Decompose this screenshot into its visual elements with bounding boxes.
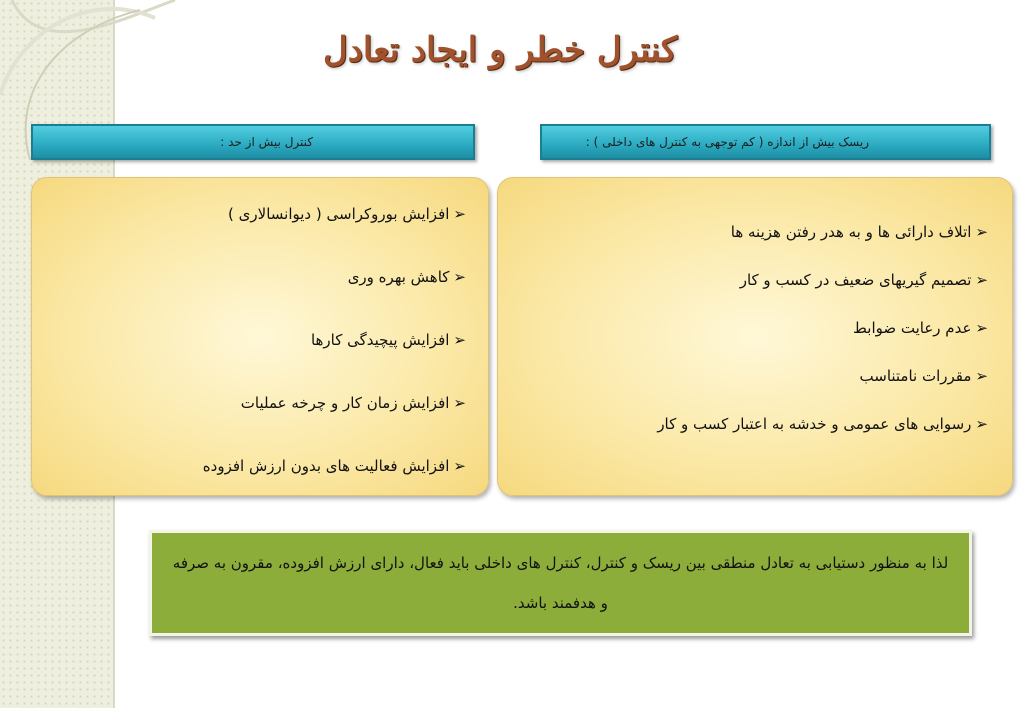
page-title: کنترل خطر و ایجاد تعادل <box>322 30 678 70</box>
excessive-risk-panel <box>497 177 1013 496</box>
checkmark-arrow-icon: ➢ <box>453 457 466 475</box>
checkmark-arrow-icon: ➢ <box>453 205 466 223</box>
checkmark-arrow-icon: ➢ <box>975 271 988 289</box>
list-item: ➢مقررات نامتناسب <box>859 367 988 385</box>
excessive-control-header-label: کنترل بیش از حد : <box>220 135 313 149</box>
decorative-curves <box>0 0 200 200</box>
list-item: ➢افزایش زمان کار و چرخه عملیات <box>240 394 466 412</box>
excessive-risk-header <box>540 124 991 160</box>
excessive-risk-header-label: ریسک بیش از اندازه ( کم توجهی به کنترل های داخلی ) : <box>585 135 869 149</box>
excessive-control-panel <box>31 177 489 496</box>
list-item: ➢اتلاف دارائی ها و به هدر رفتن هزینه ها <box>730 223 988 241</box>
list-item: ➢افزایش پیچیدگی کارها <box>310 331 466 349</box>
list-item: ➢افزایش بوروکراسی ( دیوانسالاری ) <box>228 205 466 223</box>
conclusion-box <box>149 530 972 636</box>
list-item: ➢رسوایی های عمومی و خدشه به اعتبار کسب و کار <box>657 415 988 433</box>
checkmark-arrow-icon: ➢ <box>975 223 988 241</box>
checkmark-arrow-icon: ➢ <box>975 367 988 385</box>
checkmark-arrow-icon: ➢ <box>975 415 988 433</box>
list-item: ➢افزایش فعالیت های بدون ارزش افزوده <box>202 457 466 475</box>
excessive-control-list <box>32 205 466 520</box>
checkmark-arrow-icon: ➢ <box>453 268 466 286</box>
excessive-risk-list <box>498 223 988 463</box>
list-item: ➢عدم رعایت ضوابط <box>853 319 988 337</box>
excessive-control-header <box>31 124 475 160</box>
list-item: ➢تصمیم گیریهای ضعیف در کسب و کار <box>739 271 988 289</box>
list-item: ➢کاهش بهره وری <box>347 268 466 286</box>
checkmark-arrow-icon: ➢ <box>453 331 466 349</box>
checkmark-arrow-icon: ➢ <box>453 394 466 412</box>
conclusion-text: لذا به منظور دستیابی به تعادل منطقی بین ریسک و کنترل، کنترل های داخلی باید فعال، دارای ارزش افزوده، مقرون به صرفه و هدفمند باشد. <box>172 554 949 612</box>
checkmark-arrow-icon: ➢ <box>975 319 988 337</box>
